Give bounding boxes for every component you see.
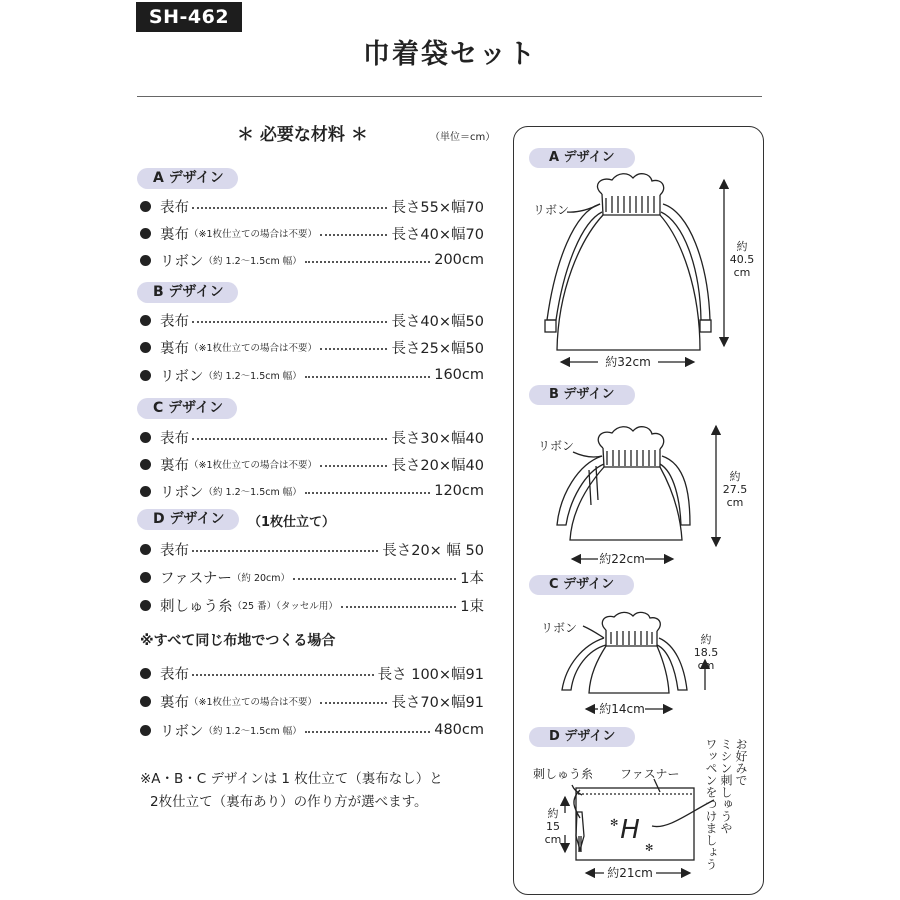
- item-name: ファスナー: [160, 570, 232, 587]
- item-name: 表布: [160, 666, 189, 683]
- item-name: リボン: [160, 253, 204, 270]
- width-label-c: 約14cm: [599, 702, 645, 716]
- product-code: SH-462: [136, 2, 242, 32]
- item-name: リボン: [160, 484, 204, 501]
- item-note: （25 番）（タッセル用）: [232, 601, 338, 612]
- item-value: 160cm: [434, 367, 484, 383]
- item-note: （約 1.2～1.5cm 幅）: [203, 256, 302, 267]
- item-name: 裏布: [160, 340, 189, 357]
- item-name: 裏布: [160, 457, 189, 474]
- design-d-suffix: （1枚仕立て）: [248, 515, 336, 530]
- design-b-label: B デザイン: [137, 282, 238, 303]
- item-value: 長さ40×幅70: [391, 226, 484, 243]
- height-label-b: 約: [729, 470, 741, 483]
- same-fabric-heading: ※すべて同じ布地でつくる場合: [140, 633, 336, 649]
- footnote-line-1: ※A・B・C デザインは 1 枚仕立て（裏布なし）と: [140, 771, 443, 787]
- bag-c-illustration: [562, 612, 687, 693]
- height-value-b: 27.5: [722, 483, 748, 496]
- item-value: 1束: [460, 598, 484, 615]
- monogram-letter: H: [620, 815, 640, 845]
- ribbon-pointer-c: [583, 626, 604, 638]
- footnote-line-2: 2枚仕立て（裏布あり）の作り方が選べます。: [150, 794, 428, 810]
- note-column-3: ワッペンをつけましょう: [704, 738, 718, 870]
- item-name: 裏布: [160, 226, 189, 243]
- materials-heading: ＊ 必要な材料 ＊: [237, 125, 368, 145]
- item-value: 長さ70×幅91: [391, 694, 484, 711]
- item-value: 長さ40×幅50: [391, 313, 484, 330]
- height-unit-c: cm: [697, 659, 715, 672]
- item-name: リボン: [160, 723, 204, 740]
- width-label-d: 約21cm: [607, 866, 653, 880]
- bag-a-illustration: [545, 174, 711, 350]
- height-label-d: 約: [547, 807, 559, 820]
- star-icon: ✻: [610, 818, 619, 829]
- height-unit-a: cm: [733, 266, 751, 279]
- diagram-c-label: C デザイン: [529, 575, 634, 595]
- height-unit-d: cm: [544, 833, 562, 846]
- height-value-a: 40.5: [729, 253, 755, 266]
- height-label-a: 約: [736, 240, 748, 253]
- item-value: 480cm: [434, 722, 484, 738]
- item-note: （※1枚仕立ての場合は不要）: [189, 697, 318, 708]
- item-name: 表布: [160, 430, 189, 447]
- ribbon-pointer-b: [573, 452, 602, 457]
- diagram-d-label: D デザイン: [529, 727, 635, 747]
- height-unit-b: cm: [726, 496, 744, 509]
- height-value-c: 18.5: [693, 646, 719, 659]
- diagram-a-label: A デザイン: [529, 148, 635, 168]
- item-note: （約 20cm）: [231, 573, 291, 584]
- item-name: 表布: [160, 313, 189, 330]
- item-name: 表布: [160, 199, 189, 216]
- item-value: 長さ20×幅40: [391, 457, 484, 474]
- item-value: 長さ30×幅40: [391, 430, 484, 447]
- unit-note: （単位＝cm）: [430, 132, 496, 143]
- design-a-label: A デザイン: [137, 168, 238, 189]
- item-note: （※1枚仕立ての場合は不要）: [189, 460, 318, 471]
- item-value: 1本: [460, 570, 484, 587]
- item-name: 表布: [160, 542, 189, 559]
- width-label-a: 約32cm: [605, 355, 651, 369]
- height-label-c: 約: [700, 633, 712, 646]
- note-column-2: ミシン刺しゅうや: [719, 738, 733, 834]
- thread-label: 刺しゅう糸: [533, 767, 594, 781]
- item-name: リボン: [160, 368, 204, 385]
- item-value: 長さ25×幅50: [391, 340, 484, 357]
- item-note: （約 1.2～1.5cm 幅）: [203, 726, 302, 737]
- item-value: 長さ55×幅70: [391, 199, 484, 216]
- design-d-label: D デザイン: [137, 509, 239, 530]
- item-value: 長さ20× 幅 50: [382, 542, 484, 559]
- item-note: （約 1.2～1.5cm 幅）: [203, 371, 302, 382]
- item-note: （※1枚仕立ての場合は不要）: [189, 343, 318, 354]
- ribbon-label-b: リボン: [538, 439, 575, 453]
- item-value: 200cm: [434, 252, 484, 268]
- bag-b-illustration: [557, 427, 690, 540]
- item-name: 刺しゅう糸: [160, 598, 233, 615]
- ribbon-pointer-a: [567, 204, 600, 212]
- design-c-label: C デザイン: [137, 398, 237, 419]
- height-value-d: 15: [546, 820, 560, 833]
- diagram-b-label: B デザイン: [529, 385, 635, 405]
- item-value: 長さ 100×幅91: [377, 666, 484, 683]
- star-icon: ✻: [645, 843, 654, 854]
- width-label-b: 約22cm: [599, 552, 645, 566]
- item-name: 裏布: [160, 694, 189, 711]
- item-note: （※1枚仕立ての場合は不要）: [189, 229, 318, 240]
- note-column-1: お好みで: [734, 738, 748, 786]
- item-note: （約 1.2～1.5cm 幅）: [203, 487, 302, 498]
- ribbon-label-a: リボン: [533, 203, 570, 217]
- page-title: 巾着袋セット: [363, 39, 537, 70]
- ribbon-label-c: リボン: [541, 621, 578, 635]
- zipper-label: ファスナー: [620, 767, 680, 781]
- item-value: 120cm: [434, 483, 484, 499]
